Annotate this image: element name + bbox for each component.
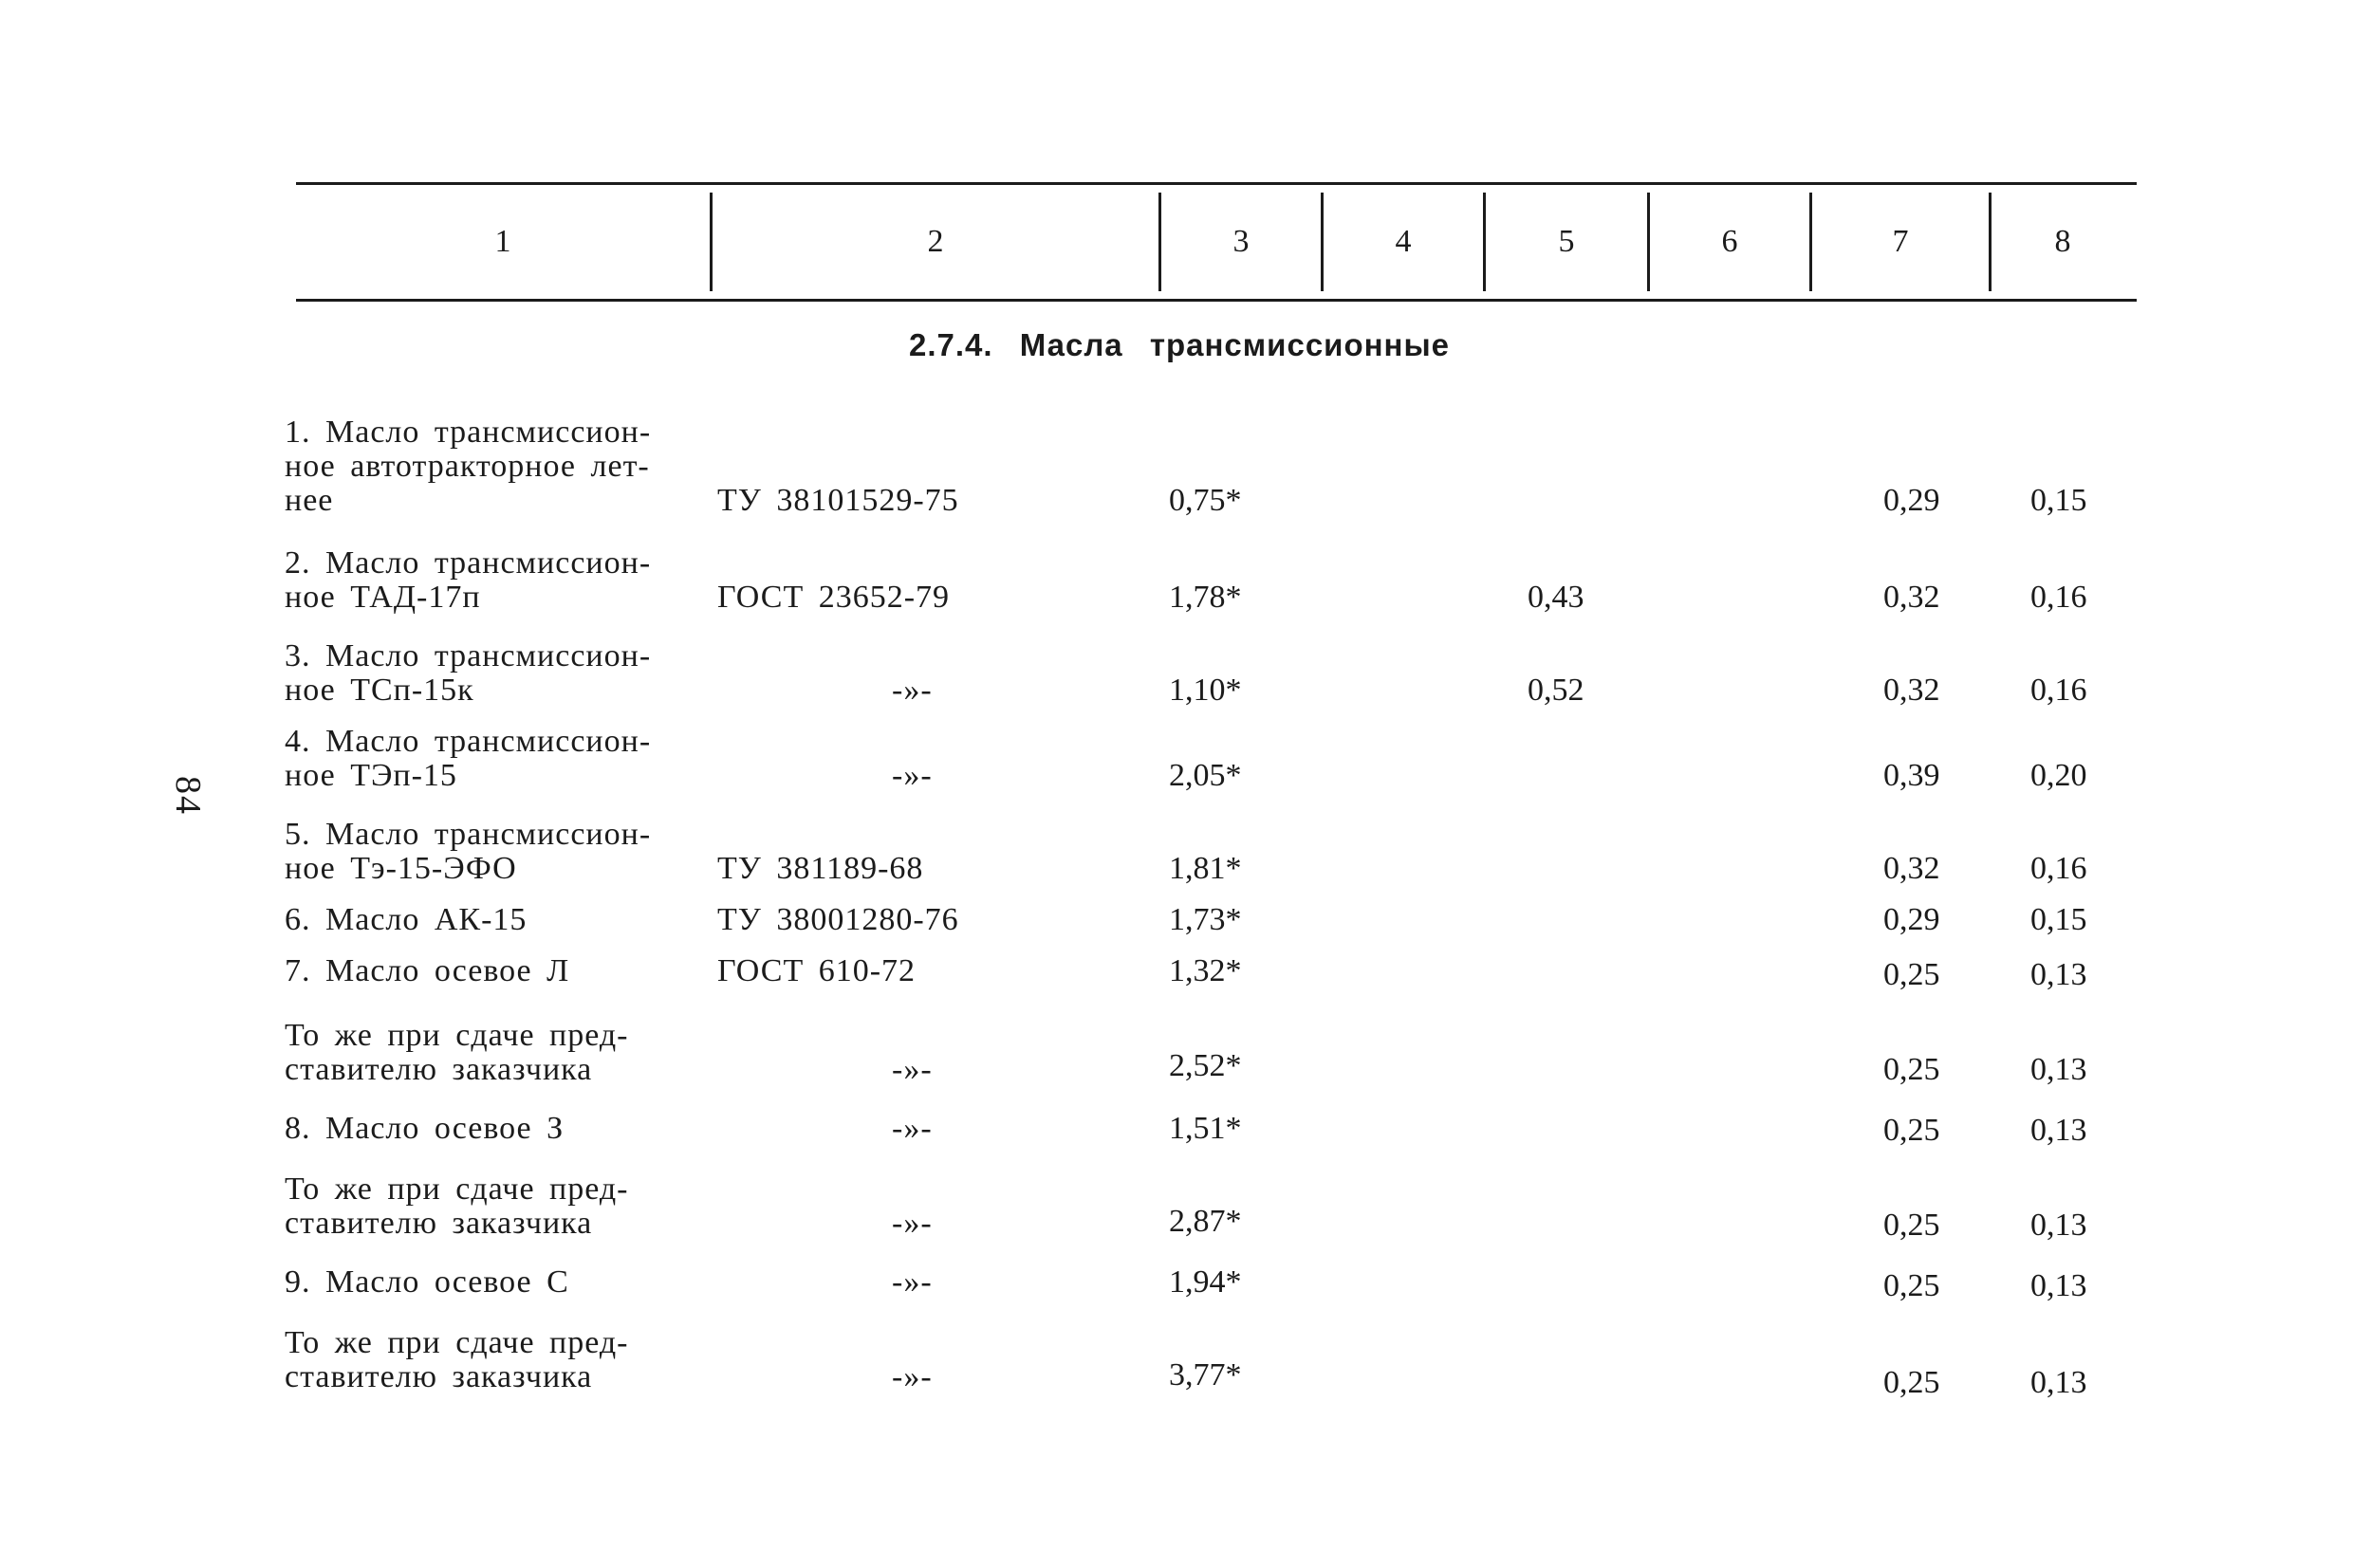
row-value-3: 2,05* [1169, 758, 1242, 793]
section-title-text: 2.7.4. Масла трансмиссионные [909, 327, 1451, 362]
header-col-2: 2 [927, 224, 944, 259]
row-value-5: 0,43 [1528, 580, 1584, 615]
row-doc: ТУ 38101529-75 [717, 483, 959, 518]
row-value-7: 0,32 [1883, 673, 1940, 708]
header-col-7: 7 [1892, 224, 1909, 259]
row-doc: -»- [892, 758, 933, 793]
row-name: 8. Масло осевое З [285, 1111, 565, 1146]
row-value-3: 3,77* [1169, 1357, 1242, 1393]
row-value-7: 0,29 [1883, 902, 1940, 937]
row-value-3: 1,32* [1169, 953, 1242, 988]
row-doc: -»- [892, 1052, 933, 1087]
row-value-3: 1,10* [1169, 673, 1242, 708]
row-value-7: 0,25 [1883, 1208, 1940, 1243]
row-value-7: 0,29 [1883, 483, 1940, 518]
row-value-8: 0,15 [2030, 902, 2087, 937]
row-value-8: 0,13 [2030, 1268, 2087, 1303]
row-value-8: 0,13 [2030, 1365, 2087, 1400]
row-name: То же при сдаче пред- ставителю заказчика [285, 1171, 629, 1241]
row-doc: -»- [892, 1264, 933, 1300]
row-value-3: 2,87* [1169, 1204, 1242, 1239]
row-value-8: 0,15 [2030, 483, 2087, 518]
row-name: 9. Масло осевое С [285, 1264, 569, 1300]
row-doc: ТУ 381189-68 [717, 851, 924, 886]
row-doc: -»- [892, 1111, 933, 1146]
row-value-7: 0,32 [1883, 851, 1940, 886]
row-value-3: 1,51* [1169, 1111, 1242, 1146]
row-value-7: 0,25 [1883, 1268, 1940, 1303]
row-value-3: 0,75* [1169, 483, 1242, 518]
row-name: 5. Масло трансмиссион- ное Тэ-15-ЭФО [285, 817, 652, 886]
row-value-7: 0,39 [1883, 758, 1940, 793]
row-value-8: 0,16 [2030, 673, 2087, 708]
row-doc: -»- [892, 673, 933, 708]
row-doc: -»- [892, 1206, 933, 1241]
row-value-8: 0,16 [2030, 851, 2087, 886]
row-value-8: 0,13 [2030, 1052, 2087, 1087]
row-value-3: 1,78* [1169, 580, 1242, 615]
row-value-3: 2,52* [1169, 1048, 1242, 1083]
row-value-7: 0,32 [1883, 580, 1940, 615]
row-name: 1. Масло трансмиссион- ное автотракторное лет- нее [285, 415, 652, 518]
row-value-8: 0,13 [2030, 1208, 2087, 1243]
row-value-3: 1,73* [1169, 902, 1242, 937]
row-value-8: 0,20 [2030, 758, 2087, 793]
page-number: 84 [168, 776, 208, 816]
row-doc: -»- [892, 1359, 933, 1394]
row-value-7: 0,25 [1883, 1365, 1940, 1400]
row-value-3: 1,94* [1169, 1264, 1242, 1300]
row-name: 2. Масло трансмиссион- ное ТАД-17п [285, 545, 652, 615]
row-value-5: 0,52 [1528, 673, 1584, 708]
header-col-8: 8 [2054, 224, 2071, 259]
header-col-5: 5 [1558, 224, 1575, 259]
row-doc: ГОСТ 610-72 [717, 953, 917, 988]
table-header [296, 182, 2137, 302]
row-doc: ГОСТ 23652-79 [717, 580, 951, 615]
header-col-6: 6 [1721, 224, 1738, 259]
row-doc: ТУ 38001280-76 [717, 902, 959, 937]
row-name: 7. Масло осевое Л [285, 953, 570, 988]
row-name: 4. Масло трансмиссион- ное ТЭп-15 [285, 724, 652, 793]
row-value-3: 1,81* [1169, 851, 1242, 886]
row-value-8: 0,16 [2030, 580, 2087, 615]
row-name: То же при сдаче пред- ставителю заказчика [285, 1325, 629, 1394]
row-value-8: 0,13 [2030, 957, 2087, 992]
row-name: 3. Масло трансмиссион- ное ТСп-15к [285, 638, 652, 708]
header-col-3: 3 [1232, 224, 1250, 259]
row-name: 6. Масло АК-15 [285, 902, 528, 937]
row-value-7: 0,25 [1883, 1113, 1940, 1148]
header-col-4: 4 [1395, 224, 1412, 259]
row-value-8: 0,13 [2030, 1113, 2087, 1148]
row-name: То же при сдаче пред- ставителю заказчика [285, 1018, 629, 1087]
row-value-7: 0,25 [1883, 957, 1940, 992]
header-col-1: 1 [494, 224, 511, 259]
row-value-7: 0,25 [1883, 1052, 1940, 1087]
